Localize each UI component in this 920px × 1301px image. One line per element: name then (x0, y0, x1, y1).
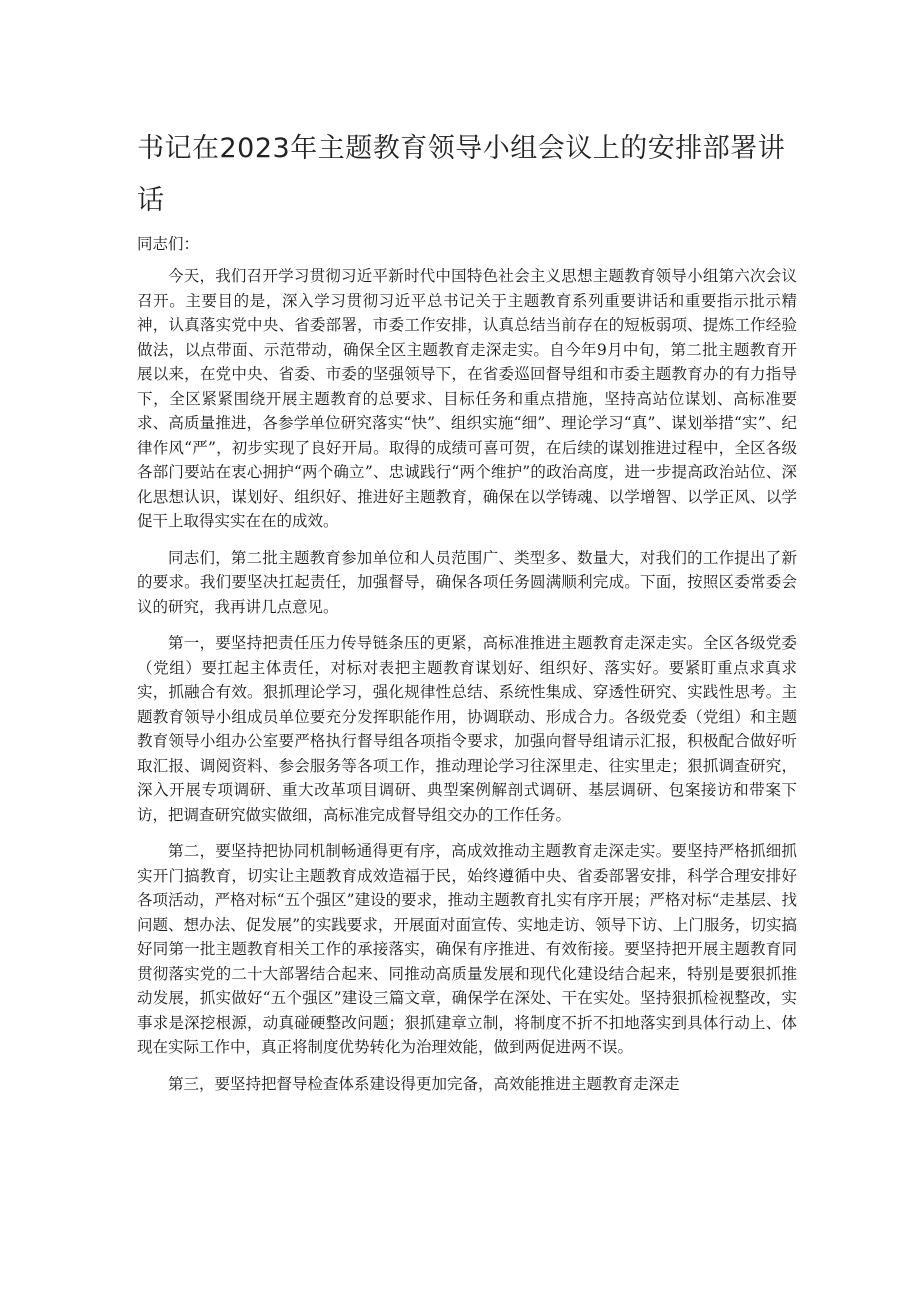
paragraph-third-point: 第三，要坚持把督导检查体系建设得更加完备，高效能推进主题教育走深走 (168, 1074, 680, 1093)
paragraph-opening: 今天，我们召开学习贯彻习近平新时代中国特色社会主义思想主题教育领导小组第六次会议召开。主要目的是，深入学习贯彻习近平总书记关于主题教育系列重要讲话和重要指示批示精神，认真落实党中央、省委部署，市委工作安排，认真总结当前存在的短板弱项、提炼工作经验做法，以点带面、示范带动，确保全区主题教育走深走实。自今年9月中旬，第二批主题教育开展以来，在党中央、省委、市委的坚强领导下，在省委巡回督导组和市委主题教育办的有力指导下，全区紧紧围绕开展主题教育的总要求、目标任务和重点措施，坚持高站位谋划、高标准要求、高质量推进，各参学单位研究落实“快”、组织实施“细”、理论学习“真”、谋划举措“实”、纪律作风“严”，初步实现了良好开局。取得的成绩可喜可贺，在后续的谋划推进过程中，全区各级各部门要站在衷心拥护“两个确立”、忠诚践行“两个维护”的政治高度，进一步提高政治站位、深化思想认识，谋划好、组织好、推进好主题教育，确保在以学铸魂、以学增智、以学正风、以学促干上取得实实在在的成效。 (137, 267, 797, 530)
document-title: 书记在2023年主题教育领导小组会议上的安排部署讲话 (137, 133, 786, 216)
paragraph-intro: 同志们，第二批主题教育参加单位和人员范围广、类型多、数量大，对我们的工作提出了新的要求。我们要坚决扛起责任，加强督导，确保各项任务圆满顺利完成。下面，按照区委常委会议的研究，我再讲几点意见。 (137, 548, 797, 616)
document-body (137, 264, 797, 1108)
paragraph-first-point: 第一，要坚持把责任压力传导链条压的更紧，高标准推进主题教育走深走实。全区各级党委（党组）要扛起主体责任，对标对表把主题教育谋划好、组织好、落实好。要紧盯重点求真求实，抓融合有效。狠抓理论学习，强化规律性总结、系统性集成、穿透性研究、实践性思考。主题教育领导小组成员单位要充分发挥职能作用，协调联动、形成合力。各级党委（党组）和主题教育领导小组办公室要严格执行督导组各项指令要求，加强向督导组请示汇报，积极配合做好听取汇报、调阅资料、参会服务等各项工作，推动理论学习往深里走、往实里走；狠抓调查研究，深入开展专项调研、重大改革项目调研、典型案例解剖式调研、基层调研、包案接访和带案下访，把调查研究做实做细，高标准完成督导组交办的工作任务。 (137, 634, 797, 824)
paragraph-second-point: 第二，要坚持把协同机制畅通得更有序，高成效推动主题教育走深走实。要坚持严格抓细抓实开门搞教育，切实让主题教育成效造福于民，始终遵循中央、省委部署安排，科学合理安排好各项活动，严格对标“五个强区”建设的要求，推动主题教育扎实有序开展；严格对标“走基层、找问题、想办法、促发展”的实践要求，开展面对面宣传、实地走访、领导下访、上门服务，切实搞好同第一批主题教育相关工作的承接落实，确保有序推进、有效衔接。要坚持把开展主题教育同贯彻落实党的二十大部署结合起来、同推动高质量发展和现代化建设结合起来，特别是要狠抓推动发展，抓实做好“五个强区”建设三篇文章，确保学在深处、干在实处。坚持狠抓检视整改，实事求是深挖根源，动真碰硬整改问题；狠抓建章立制，将制度不折不扣地落实到具体行动上、体现在实际工作中，真正将制度优势转化为治理效能，做到两促进两不误。 (137, 842, 797, 1056)
salutation: 同志们： (137, 235, 200, 253)
